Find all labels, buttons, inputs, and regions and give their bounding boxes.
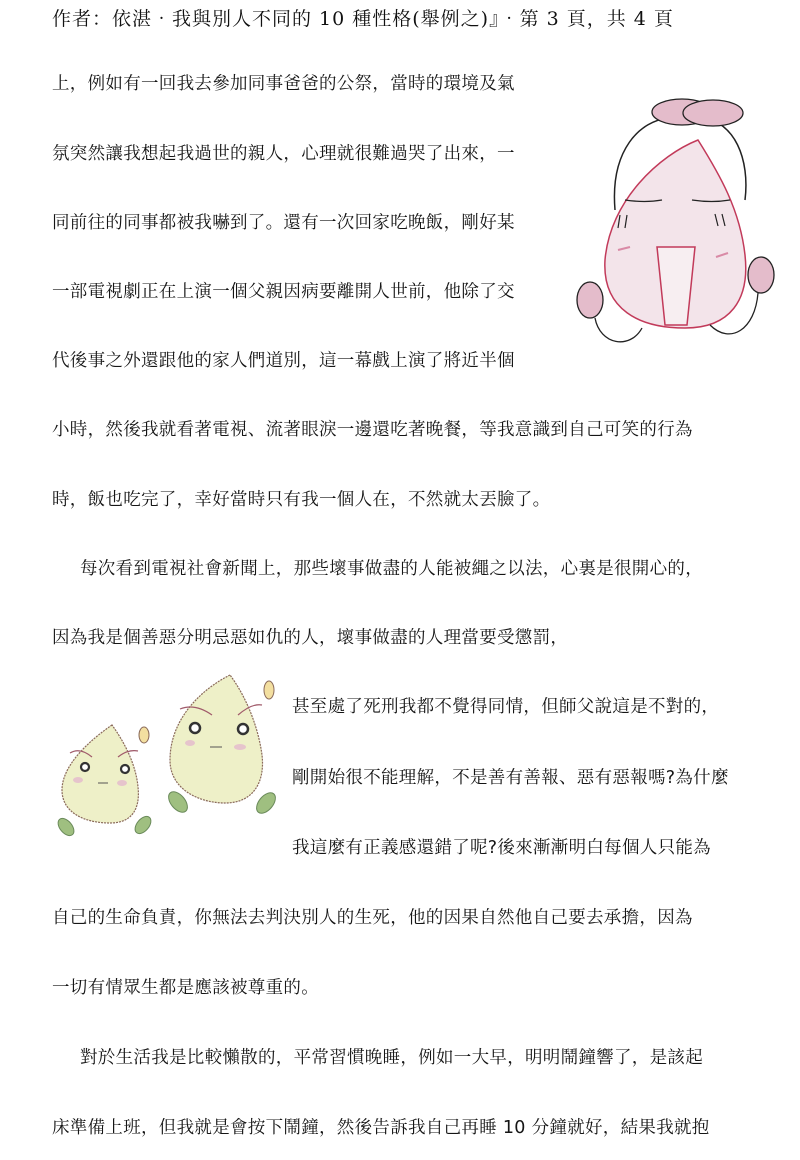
body-line-8: 每次看到電視社會新聞上，那些壞事做盡的人能被繩之以法，心裏是很開心的， xyxy=(80,559,703,579)
body-line-4: 一部電視劇正在上演一個父親因病要離開人世前，他除了交 xyxy=(52,282,515,302)
body-line-11: 剛開始很不能理解，不是善有善報、惡有惡報嗎?為什麼 xyxy=(292,768,729,788)
body-line-5: 代後事之外還跟他的家人們道別，這一幕戲上演了將近半個 xyxy=(52,351,515,371)
body-line-15: 對於生活我是比較懶散的，平常習慣晚睡，例如一大早，明明鬧鐘響了，是該起 xyxy=(80,1048,703,1068)
walking-characters-illustration xyxy=(40,665,290,850)
body-line-16: 床準備上班，但我就是會按下鬧鐘，然後告訴我自己再睡 10 分鐘就好，結果我就抱 xyxy=(52,1118,710,1138)
body-line-1: 上，例如有一回我去參加同事爸爸的公祭，當時的環境及氣 xyxy=(52,74,515,94)
body-line-6: 小時，然後我就看著電視、流著眼淚一邊還吃著晚餐，等我意識到自己可笑的行為 xyxy=(52,420,693,440)
crying-character-illustration xyxy=(570,60,790,360)
page-header: 作者：依湛‧我與別人不同的 10 種性格(舉例之)』‧第 3 頁，共 4 頁 xyxy=(52,8,674,30)
body-line-7: 時，飯也吃完了，幸好當時只有我一個人在，不然就太丟臉了。 xyxy=(52,490,551,510)
body-line-13: 自己的生命負責，你無法去判決別人的生死，他的因果自然他自己要去承擔，因為 xyxy=(52,908,693,928)
body-line-3: 同前往的同事都被我嚇到了。還有一次回家吃晚飯，剛好某 xyxy=(52,213,515,233)
body-line-2: 氛突然讓我想起我過世的親人，心理就很難過哭了出來，一 xyxy=(52,144,515,164)
body-line-9: 因為我是個善惡分明忌惡如仇的人，壞事做盡的人理當要受懲罰， xyxy=(52,628,569,648)
body-line-10: 甚至處了死刑我都不覺得同情，但師父說這是不對的， xyxy=(292,697,720,717)
body-line-14: 一切有情眾生都是應該被尊重的。 xyxy=(52,978,319,998)
body-line-12: 我這麼有正義感還錯了呢?後來漸漸明白每個人只能為 xyxy=(292,838,711,858)
